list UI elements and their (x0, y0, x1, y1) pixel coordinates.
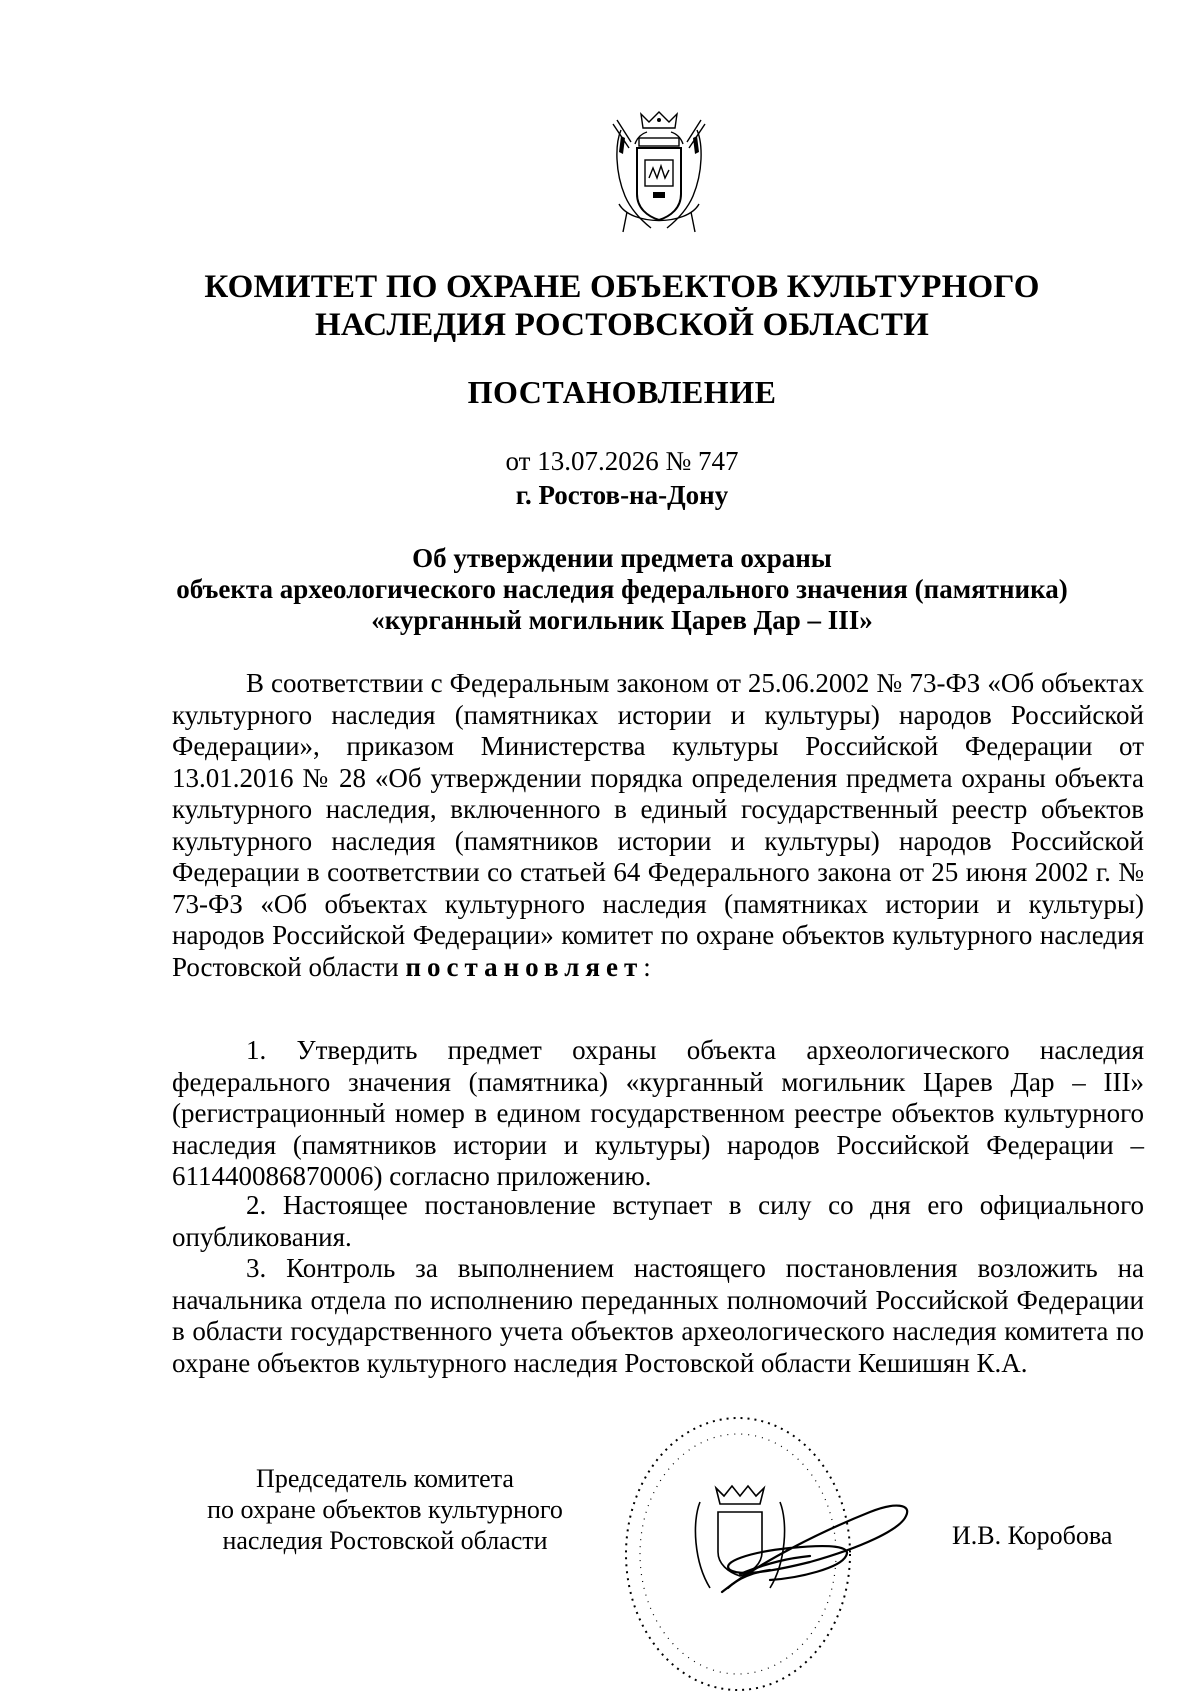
decree-word: постановляет (405, 951, 644, 982)
official-seal-stamp-icon (620, 1412, 950, 1696)
title-line-2: объекта археологического наследия федерального значения (памятника) (176, 574, 1068, 604)
organization-name-line-1: КОМИТЕТ ПО ОХРАНЕ ОБЪЕКТОВ КУЛЬТУРНОГО (204, 269, 1040, 305)
title-line-3: «курганный могильник Царев Дар – III» (371, 605, 873, 635)
title-line-1: Об утверждении предмета охраны (412, 543, 832, 573)
document-type: ПОСТАНОВЛЕНИЕ (467, 374, 777, 410)
coat-of-arms-icon (601, 108, 717, 238)
preamble-paragraph (172, 668, 1144, 983)
decree-colon: : (643, 951, 651, 982)
signatory-position (175, 1463, 595, 1556)
signatory-position-line-3: наследия Ростовской области (222, 1526, 548, 1555)
item-2-paragraph: 2. Настоящее постановление вступает в силу со дня его официального опубликования. (172, 1190, 1144, 1252)
document-title (22, 543, 1200, 636)
item-1-paragraph: 1. Утвердить предмет охраны объекта археологического наследия федерального значения (памятника) «курганный могильник Царев Дар – III» (регистрационный номер в едином государственном реестре объектов культурного наследия (памятников истории и культуры) народов Российской Федерации – 611440086870006) согласно приложению. (172, 1035, 1144, 1191)
organization-name-line-2: НАСЛЕДИЯ РОСТОВСКОЙ ОБЛАСТИ (315, 307, 929, 343)
signatory-position-line-1: Председатель комитета (256, 1464, 514, 1493)
document-city: г. Ростов-на-Дону (515, 480, 729, 510)
item-3-paragraph: 3. Контроль за выполнением настоящего постановления возложить на начальника отдела по исполнению переданных полномочий Российской Федерации в области государственного учета объектов археологического наследия комитета по охране объектов культурного наследия Ростовской области Кешишян К.А. (172, 1253, 1144, 1378)
signatory-position-line-2: по охране объектов культурного (207, 1495, 563, 1524)
handwritten-signature-icon (722, 1506, 907, 1592)
signatory-name: И.В. Коробова (952, 1521, 1113, 1550)
preamble-text: В соответствии с Федеральным законом от 25.06.2002 № 73-ФЗ «Об объектах культурного наследия (памятниках истории и культуры) народов Российской Федерации», приказом Министерства культуры Российской Федерации от 13.01.2016 № 28 «Об утверждении порядка определения предмета охраны объекта культурного наследия, включенного в единый государственный реестр объектов культурного наследия (памятников истории и культуры) народов Российской Федерации в соответствии со статьей 64 Федерального закона от 25 июня 2002 г. № 73-ФЗ «Об объектах культурного наследия (памятниках истории и культуры) народов Российской Федерации» комитет по охране объектов культурного наследия Ростовской области (172, 668, 1144, 982)
document-date-number: от 13.07.2026 № 747 (505, 446, 739, 476)
